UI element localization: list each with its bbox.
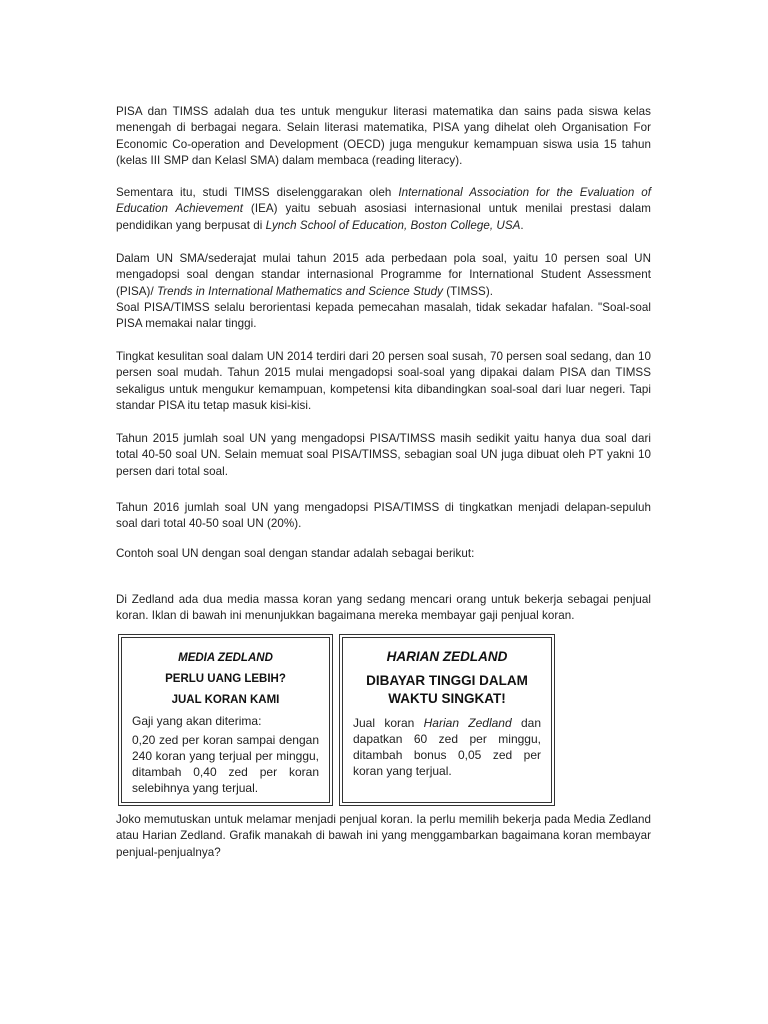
paragraph-zedland: Di Zedland ada dua media massa koran yang sedang mencari orang untuk bekerja sebagai penjual koran. Iklan di bawah ini menunjukkan bagaimana mereka membayar gaji penjual koran. (116, 593, 651, 623)
ad-headline: WAKTU SINGKAT! (388, 691, 506, 706)
ad-title: MEDIA ZEDLAND (178, 652, 273, 664)
paragraph-tahun-2015: Tahun 2015 jumlah soal UN yang mengadopsi PISA/TIMSS masih sedikit yaitu hanya dua soal dari total 40-50 soal UN. Selain memuat soal PISA/TIMSS, sebagian soal UN juga dibuat oleh PT yakni 10 persen dari total soal. (116, 432, 651, 478)
paragraph-joko-question: Joko memutuskan untuk melamar menjadi penjual koran. Ia perlu memilih bekerja pada Media Zedland atau Harian Zedland. Grafik manakah di bawah ini yang menggambarkan bagaimana koran membayar penjual-penjualnya? (116, 813, 651, 859)
paragraph-contoh-soal: Contoh soal UN dengan soal dengan standar adalah sebagai berikut: (116, 547, 475, 560)
paragraph-tahun-2016: Tahun 2016 jumlah soal UN yang mengadopsi PISA/TIMSS di tingkatkan menjadi delapan-sepuluh soal dari total 40-50 soal UN (20%). (116, 501, 651, 531)
text: Sementara itu, studi TIMSS diselenggarakan oleh (116, 186, 399, 199)
text: dan dapatkan 60 zed per minggu, ditambah bonus 0,05 zed per koran yang terjual. (353, 716, 541, 778)
ad-harian-zedland (339, 634, 555, 806)
ad-intro: Gaji yang akan diterima: (132, 714, 262, 728)
text: Jual koran (353, 716, 424, 730)
text-italic: Trends in International Mathematics and Science Study (156, 284, 443, 298)
paragraph-timss-iea (116, 185, 651, 234)
paragraph-tingkat-kesulitan: Tingkat kesulitan soal dalam UN 2014 terdiri dari 20 persen soal susah, 70 persen soal sedang, dan 10 persen soal mudah. Tahun 2015 mulai mengadopsi soal-soal yang dipakai dalam PISA dan TIMSS sekaligus untuk mengukur kemampuan, kompetensi kita dibandingkan soal-soal dari luar negeri. Tapi standar PISA itu tetap masuk kisi-kisi. (116, 350, 651, 412)
text: (TIMSS). (442, 284, 494, 298)
ad-headline: DIBAYAR TINGGI DALAM (366, 673, 528, 688)
text: Dalam UN SMA/sederajat mulai tahun 2015 ada perbedaan pola soal, yaitu 10 persen soal UN mengadopsi soal dengan standar internasional Programme for International Student Assessment (PISA)/ (116, 252, 651, 298)
text-italic: International Association for the Evaluation of Education Achievement (116, 186, 651, 216)
paragraph-pisa-timss: PISA dan TIMSS adalah dua tes untuk mengukur literasi matematika dan sains pada siswa kelas menengah di berbagai negara. Selain literasi matematika, PISA yang dihelat oleh Organisation For Economic Co-operation and Development (OECD) juga mengukur kemampuan siswa usia 15 tahun (kelas III SMP dan Kelasl SMA) dalam membaca (reading literacy). (116, 105, 651, 167)
ad-title: HARIAN ZEDLAND (386, 649, 508, 664)
text: Soal PISA/TIMSS selalu berorientasi kepada pemecahan masalah, tidak sekadar hafalan. "Soal-soal PISA memakai nalar tinggi. (116, 300, 651, 331)
ad-body: 0,20 zed per koran sampai dengan 240 koran yang terjual per minggu, ditambah 0,40 zed per koran selebihnya yang terjual. (132, 733, 319, 795)
ad-body (353, 715, 541, 779)
ad-media-zedland (118, 634, 333, 806)
text: (IEA) yaitu sebuah asosiasi internasional untuk menilai prestasi dalam pendidikan yang berpusat di (116, 202, 651, 232)
ad-headline: PERLU UANG LEBIH? (165, 673, 286, 685)
text-italic: Harian Zedland (423, 716, 512, 730)
ad-headline: JUAL KORAN KAMI (171, 694, 280, 706)
paragraph-un-sma (116, 251, 651, 332)
text-italic: Lynch School of Education, Boston College, USA (265, 218, 521, 232)
text: . (520, 218, 524, 232)
